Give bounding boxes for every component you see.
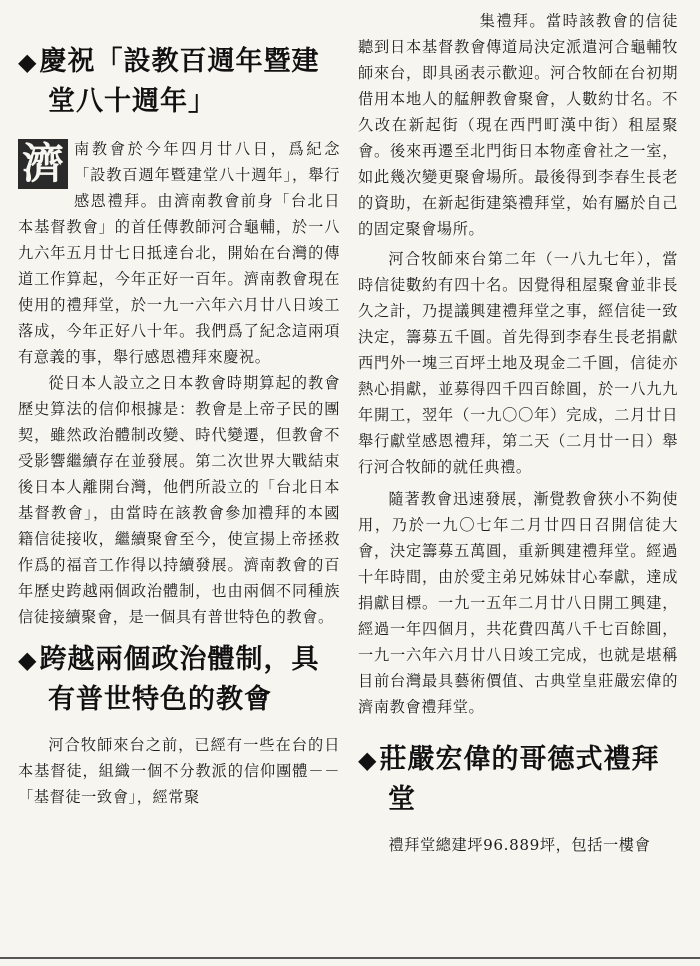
- paragraph-new-building: 隨著教會迅速發展，漸覺教會狹小不夠使用，乃於一九〇七年二月廿四日召開信徒大會，決定籌募五萬圓，重新興建禮拜堂。經過十年時間，由於愛主弟兄姊妹甘心奉獻，達成捐獻目標。一九一五年二月廿八日開工興建，經過一年四個月，共花費四萬八千七百餘圓，一九一六年六月廿八日竣工完成，也就是堪稱目前台灣最具藝術價值、古典堂皇莊嚴宏偉的濟南教會禮拜堂。: [358, 490, 678, 716]
- heading-celebration-line1: 慶祝「設教百週年暨建: [39, 46, 320, 77]
- paragraph-floor-area: 禮拜堂總建坪96.889坪，包括一樓會: [388, 836, 651, 854]
- diamond-bullet-icon: ◆: [18, 48, 38, 76]
- paragraph-intro: 南教會於今年四月廿八日，爲紀念「設教百週年暨建堂八十週年」，舉行感恩禮拜。由濟南教會前身「台北日本基督教會」的首任傳教師河合龜輔，於一八九六年五月廿七日抵達台北，開始在台灣的傳道工作算起，今年正好一百年。濟南教會現在使用的禮拜堂，於一九一六年六月廿八日竣工落成，今年正好八十年。我們爲了紀念這兩項有意義的事，舉行感恩禮拜來慶祝。: [18, 140, 340, 366]
- bottom-rule: [0, 957, 700, 959]
- heading-gothic-church-line2: 堂: [388, 784, 416, 815]
- diamond-bullet-icon: ◆: [18, 646, 38, 674]
- heading-celebration-line2: 堂八十週年」: [48, 86, 216, 117]
- heading-gothic-church-line1: 莊嚴宏偉的哥德式禮拜: [379, 744, 660, 775]
- right-column: [358, 8, 678, 858]
- paragraph-welcome-kawai: 集禮拜。當時該教會的信徒聽到日本基督教會傳道局決定派遣河合龜輔牧師來台，即具函表示歡迎。河合牧師在台初期借用本地人的艋舺教會聚會，人數約廿名。不久改在新起街（現在西門町漢中街）租屋聚會。後來再遷至北門街日本物產會社之一室，如此幾次變更聚會場所。最後得到李春生長老的資助，在新起街建築禮拜堂，始有屬於自己的固定聚會場所。: [358, 12, 678, 238]
- heading-celebration: [18, 42, 340, 122]
- heading-two-regimes: [18, 640, 340, 720]
- paragraph-first-building: 河合牧師來台第二年（一八九七年），當時信徒數約有四十名。因覺得租屋聚會並非長久之計，乃提議興建禮拜堂之事，經信徒一致決定，籌募五千圓。首先得到李春生長老捐獻西門外一塊三百坪土地及現金二千圓，信徒亦熱心捐獻，並募得四千四百餘圓，於一八九九年開工，翌年（一九〇〇年）完成，二月廿日舉行獻堂感恩禮拜，第二天（二月廿一日）舉行河合牧師的就任典禮。: [358, 250, 678, 476]
- article-intro: [18, 136, 340, 370]
- dropcap-character: 濟: [18, 139, 68, 189]
- heading-gothic-church: [358, 740, 678, 820]
- left-column: [18, 8, 340, 810]
- paragraph-before-kawai: 河合牧師來台之前，已經有一些在台的日本基督徒，組織一個不分教派的信仰團體－－「基督徒一致會」，經常聚: [18, 736, 340, 806]
- diamond-bullet-icon: ◆: [358, 746, 378, 774]
- heading-two-regimes-line2: 有普世特色的教會: [48, 684, 272, 715]
- heading-two-regimes-line1: 跨越兩個政治體制，具: [39, 644, 320, 675]
- paragraph-church-history: 從日本人設立之日本教會時期算起的教會歷史算法的信仰根據是：教會是上帝子民的團契，雖然政治體制改變、時代變遷，但教會不受影響繼續存在並發展。第二次世界大戰結束後日本人離開台灣，他們所設立的「台北日本基督教會」，由當時在該教會參加禮拜的本國籍信徒接收，繼續聚會至今，使宣揚上帝拯救作爲的福音工作得以持續發展。濟南教會的百年歷史跨越兩個政治體制，也由兩個不同種族信徒接續聚會，是一個具有普世特色的教會。: [18, 374, 340, 626]
